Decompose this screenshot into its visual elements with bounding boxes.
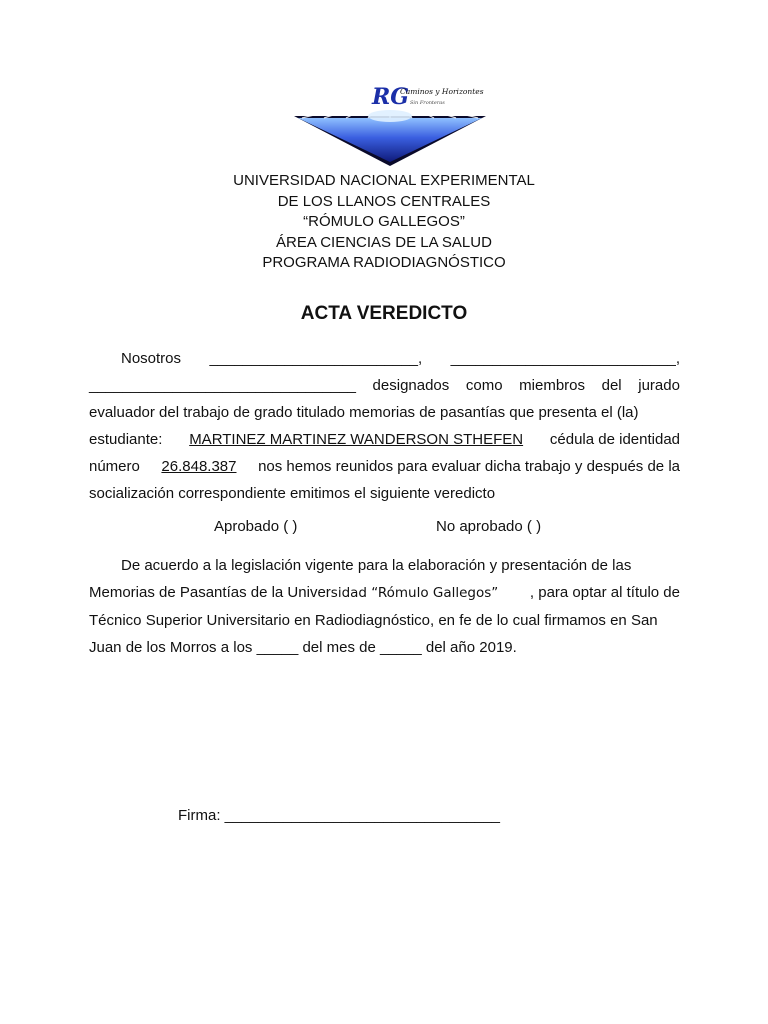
header-line-university: UNIVERSIDAD NACIONAL EXPERIMENTAL [233, 172, 535, 189]
header-line-area: ÁREA CIENCIAS DE LA SALUD [276, 233, 492, 251]
verdict-rejected: No aprobado ( ) [436, 518, 542, 535]
svg-text:Sin Fronteras: Sin Fronteras [410, 100, 445, 106]
university-name-fragment: sidad “Rómulo Gallegos” [330, 585, 499, 601]
paragraph-line [89, 372, 680, 399]
paragraph-line [89, 345, 680, 372]
university-logo [292, 78, 488, 168]
header-line-program: PROGRAMA RADIODIAGNÓSTICO [262, 254, 506, 271]
blank-jury-member-2: ___________________________, [450, 350, 680, 367]
line-text: , para optar al título de [529, 584, 680, 601]
paragraph-line [89, 552, 680, 579]
word: como [465, 377, 503, 394]
line-text: Técnico Superior Universitario en Radiodiagnóstico, en fe de lo cual firmamos en San [89, 612, 658, 629]
jury-paragraph [89, 345, 680, 507]
student-id-number: 26.848.387 [161, 458, 237, 475]
line-text: cédula de identidad [549, 431, 680, 448]
line-text: nos hemos reunidos para evaluar dicha trabajo y después de la [258, 458, 680, 475]
paragraph-line [89, 426, 680, 453]
paragraph-line-last: Juan de los Morros a los _____ del mes de _____ del año 2019. [89, 639, 517, 656]
institution-header [0, 171, 768, 274]
svg-text:RG: RG [372, 84, 410, 110]
paragraph-line [89, 607, 680, 634]
paragraph-line [89, 579, 680, 607]
verdict-approved: Aprobado ( ) [214, 518, 298, 535]
svg-text:Caminos y Horizontes: Caminos y Horizontes [400, 87, 484, 96]
word: jurado [638, 377, 680, 394]
blank-jury-member-3: ________________________________ [89, 377, 356, 394]
word: del [601, 377, 622, 394]
header-line-name: “RÓMULO GALLEGOS” [303, 213, 465, 230]
line-text: evaluador del trabajo de grado titulado memorias de pasantías que presenta el (la) [89, 404, 639, 421]
word: miembros [519, 377, 586, 394]
document-title: ACTA VEREDICTO [300, 303, 468, 324]
text-fragment: Memorias de Pasantías de la Univer [89, 584, 331, 601]
word: número [89, 458, 140, 475]
line-text: De acuerdo a la legislación vigente para la elaboración y presentación de las [121, 557, 632, 574]
closing-paragraph [89, 552, 680, 661]
word: designados [372, 377, 450, 394]
word-nosotros: Nosotros [121, 350, 182, 367]
signature-line: Firma: _________________________________ [178, 807, 500, 824]
line-text [89, 579, 498, 607]
paragraph-line [89, 399, 680, 426]
header-line-region: DE LOS LLANOS CENTRALES [277, 192, 491, 210]
student-name: MARTINEZ MARTINEZ WANDERSON STHEFEN [189, 431, 524, 448]
paragraph-line-last: socialización correspondiente emitimos el siguiente veredicto [89, 485, 496, 502]
paragraph-line [89, 453, 680, 480]
word: estudiante: [89, 431, 163, 448]
blank-jury-member-1: _________________________, [209, 350, 423, 367]
